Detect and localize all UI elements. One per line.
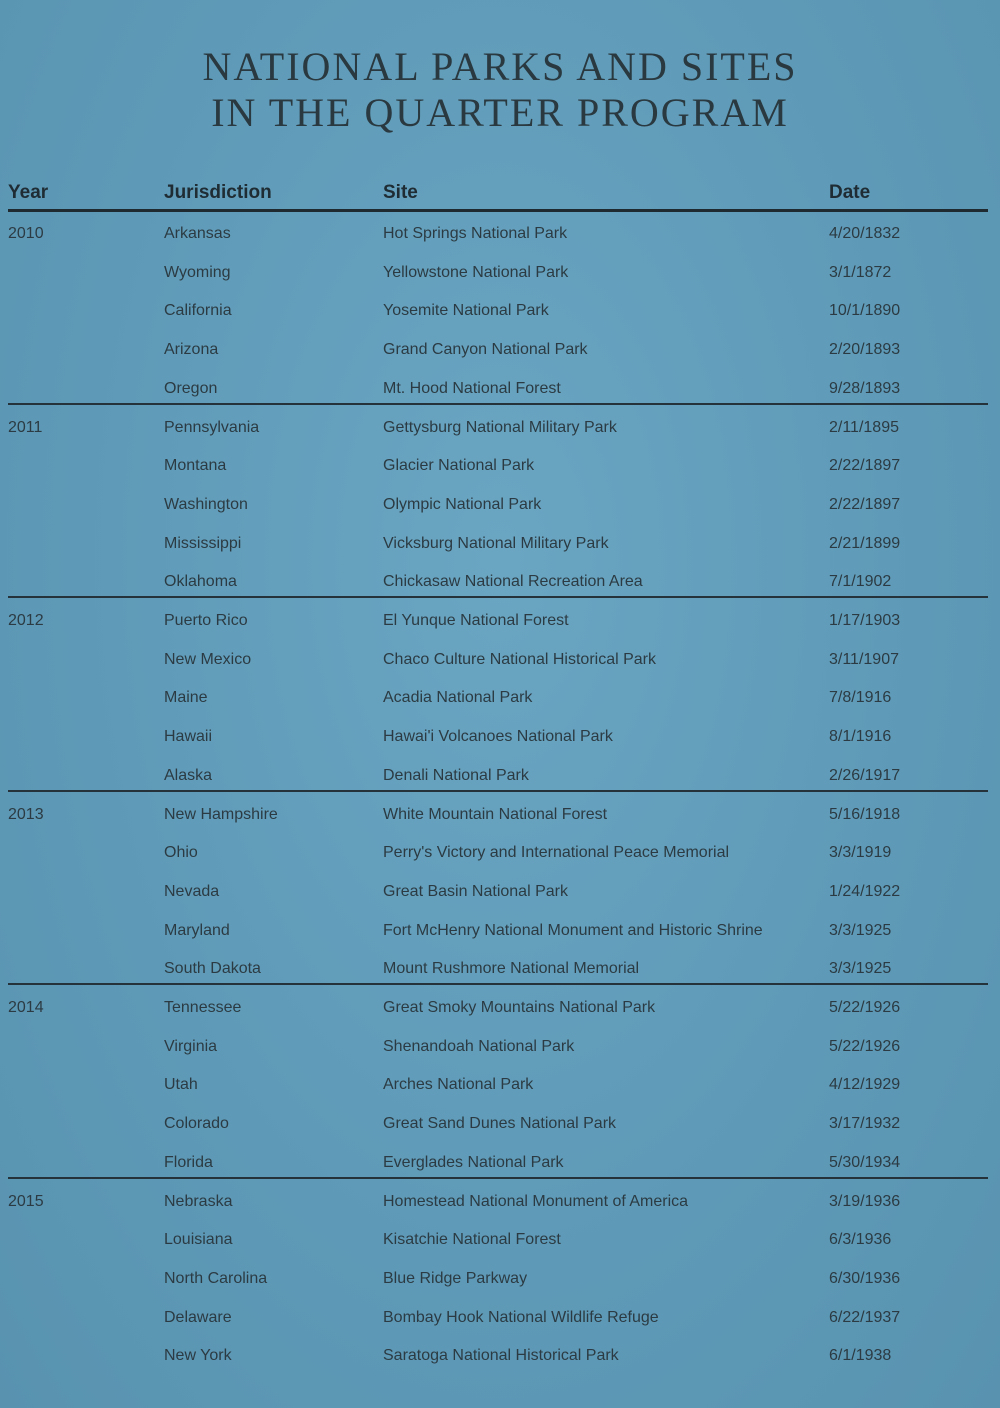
site-cell: Olympic National Park [383,495,542,513]
jurisdiction-cell: Wyoming [164,263,231,281]
date-cell: 4/12/1929 [829,1076,901,1094]
date-cell: 9/28/1893 [829,379,901,397]
site-cell: Fort McHenry National Monument and Historic Shrine [383,921,763,939]
date-cell: 7/1/1902 [829,573,892,591]
table-row [0,302,1000,340]
year-group-divider [8,1177,988,1179]
year-cell: 2015 [8,1192,44,1210]
date-cell: 1/17/1903 [829,612,901,629]
date-cell: 5/30/1934 [829,1153,901,1171]
date-cell: 2/22/1897 [829,495,901,513]
site-cell: Bombay Hook National Wildlife Refuge [383,1308,659,1326]
jurisdiction-cell: Oregon [164,379,218,397]
site-cell: Great Smoky Mountains National Park [383,999,656,1016]
table-row [0,651,1000,689]
site-cell: Chickasaw National Recreation Area [383,573,643,591]
site-cell: Blue Ridge Parkway [383,1269,528,1287]
jurisdiction-cell: Pennsylvania [164,418,260,436]
table-row [0,380,1000,418]
page-title [0,44,1000,136]
date-cell: 3/3/1925 [829,921,892,939]
site-cell: Hot Springs National Park [383,225,568,242]
site-cell: Hawai'i Volcanoes National Park [383,728,613,746]
jurisdiction-cell: Tennessee [164,999,242,1016]
site-cell: Glacier National Park [383,457,535,475]
table-row [0,225,1000,263]
table-row [0,922,1000,960]
jurisdiction-cell: Hawaii [164,728,213,746]
date-cell: 6/3/1936 [829,1231,892,1249]
date-cell: 6/30/1936 [829,1269,901,1287]
table-row [0,612,1000,650]
site-cell: Denali National Park [383,766,529,784]
site-cell: El Yunque National Forest [383,612,569,629]
site-cell: White Mountain National Forest [383,805,608,823]
year-cell: 2011 [8,418,43,436]
header-divider [8,209,988,212]
date-cell: 5/16/1918 [829,805,901,823]
date-cell: 3/19/1936 [829,1192,901,1210]
site-cell: Gettysburg National Military Park [383,418,617,436]
jurisdiction-cell: New York [164,1347,232,1365]
table-row [0,1154,1000,1192]
jurisdiction-cell: Puerto Rico [164,612,248,629]
year-group-divider [8,983,988,985]
site-cell: Acadia National Park [383,689,533,707]
table-row [0,1270,1000,1308]
date-cell: 3/1/1872 [829,263,892,281]
date-cell: 10/1/1890 [829,302,901,320]
year-cell: 2014 [8,999,44,1016]
jurisdiction-cell: California [164,302,232,320]
jurisdiction-cell: North Carolina [164,1269,268,1287]
year-group-divider [8,596,988,598]
jurisdiction-cell: Maine [164,689,208,707]
table-row [0,767,1000,805]
site-cell: Arches National Park [383,1076,534,1094]
table-header [0,182,1000,208]
jurisdiction-cell: Nebraska [164,1192,233,1210]
site-cell: Great Sand Dunes National Park [383,1115,617,1133]
table-row [0,883,1000,921]
site-cell: Grand Canyon National Park [383,341,588,359]
table-row [0,1076,1000,1114]
year-group-divider [8,790,988,792]
date-cell: 3/11/1907 [829,650,899,668]
year-cell: 2012 [8,612,44,629]
site-cell: Mount Rushmore National Memorial [383,960,640,978]
table-row [0,419,1000,457]
jurisdiction-cell: New Hampshire [164,805,278,823]
jurisdiction-cell: New Mexico [164,650,252,668]
table-row [0,999,1000,1037]
date-cell: 1/24/1922 [829,882,901,900]
column-header-jurisdiction: Jurisdiction [164,182,272,203]
date-cell: 3/3/1925 [829,960,892,978]
date-cell: 4/20/1832 [829,225,901,242]
site-cell: Kisatchie National Forest [383,1231,561,1249]
table-row [0,1115,1000,1153]
site-cell: Chaco Culture National Historical Park [383,650,656,668]
date-cell: 5/22/1926 [829,999,901,1016]
table-row [0,689,1000,727]
date-cell: 8/1/1916 [829,728,892,746]
table-row [0,535,1000,573]
date-cell: 6/1/1938 [829,1347,892,1365]
table-row [0,806,1000,844]
jurisdiction-cell: Ohio [164,844,198,862]
site-cell: Saratoga National Historical Park [383,1347,619,1365]
date-cell: 5/22/1926 [829,1037,901,1055]
jurisdiction-cell: Utah [164,1076,198,1094]
table-row [0,960,1000,998]
table-row [0,573,1000,611]
year-group-divider [8,403,988,405]
jurisdiction-cell: Arkansas [164,225,231,242]
date-cell: 2/11/1895 [829,418,899,436]
jurisdiction-cell: Louisiana [164,1231,233,1249]
jurisdiction-cell: Florida [164,1153,213,1171]
table-row [0,1231,1000,1269]
table-row [0,1038,1000,1076]
jurisdiction-cell: Oklahoma [164,573,237,591]
jurisdiction-cell: Nevada [164,882,220,900]
site-cell: Perry's Victory and International Peace Memorial [383,844,730,862]
site-cell: Yosemite National Park [383,302,549,320]
jurisdiction-cell: Maryland [164,921,230,939]
table-row [0,341,1000,379]
page-title-line-1: NATIONAL PARKS AND SITES [202,44,798,89]
site-cell: Shenandoah National Park [383,1037,575,1055]
site-cell: Great Basin National Park [383,882,568,900]
date-cell: 2/22/1897 [829,457,901,475]
jurisdiction-cell: Alaska [164,766,213,784]
date-cell: 6/22/1937 [829,1308,901,1326]
table-row [0,728,1000,766]
site-cell: Vicksburg National Military Park [383,534,609,552]
column-header-site: Site [383,182,418,203]
site-cell: Yellowstone National Park [383,263,569,281]
year-cell: 2010 [8,225,44,242]
site-cell: Homestead National Monument of America [383,1192,689,1210]
jurisdiction-cell: Arizona [164,341,219,359]
date-cell: 2/26/1917 [829,766,901,784]
date-cell: 2/21/1899 [829,534,901,552]
column-header-date: Date [829,182,871,203]
table-row [0,1347,1000,1385]
jurisdiction-cell: Colorado [164,1115,229,1133]
date-cell: 3/3/1919 [829,844,892,862]
table-row [0,496,1000,534]
table-row [0,844,1000,882]
page-title-line-2: IN THE QUARTER PROGRAM [211,90,789,135]
jurisdiction-cell: South Dakota [164,960,261,978]
table-row [0,264,1000,302]
site-cell: Mt. Hood National Forest [383,379,561,397]
column-header-year: Year [8,182,49,203]
jurisdiction-cell: Mississippi [164,534,242,552]
jurisdiction-cell: Washington [164,495,248,513]
jurisdiction-cell: Montana [164,457,227,475]
year-cell: 2013 [8,805,44,823]
site-cell: Everglades National Park [383,1153,564,1171]
date-cell: 2/20/1893 [829,341,901,359]
date-cell: 3/17/1932 [829,1115,901,1133]
table-row [0,1309,1000,1347]
jurisdiction-cell: Virginia [164,1037,218,1055]
date-cell: 7/8/1916 [829,689,892,707]
jurisdiction-cell: Delaware [164,1308,232,1326]
table-row [0,1193,1000,1231]
table-row [0,457,1000,495]
